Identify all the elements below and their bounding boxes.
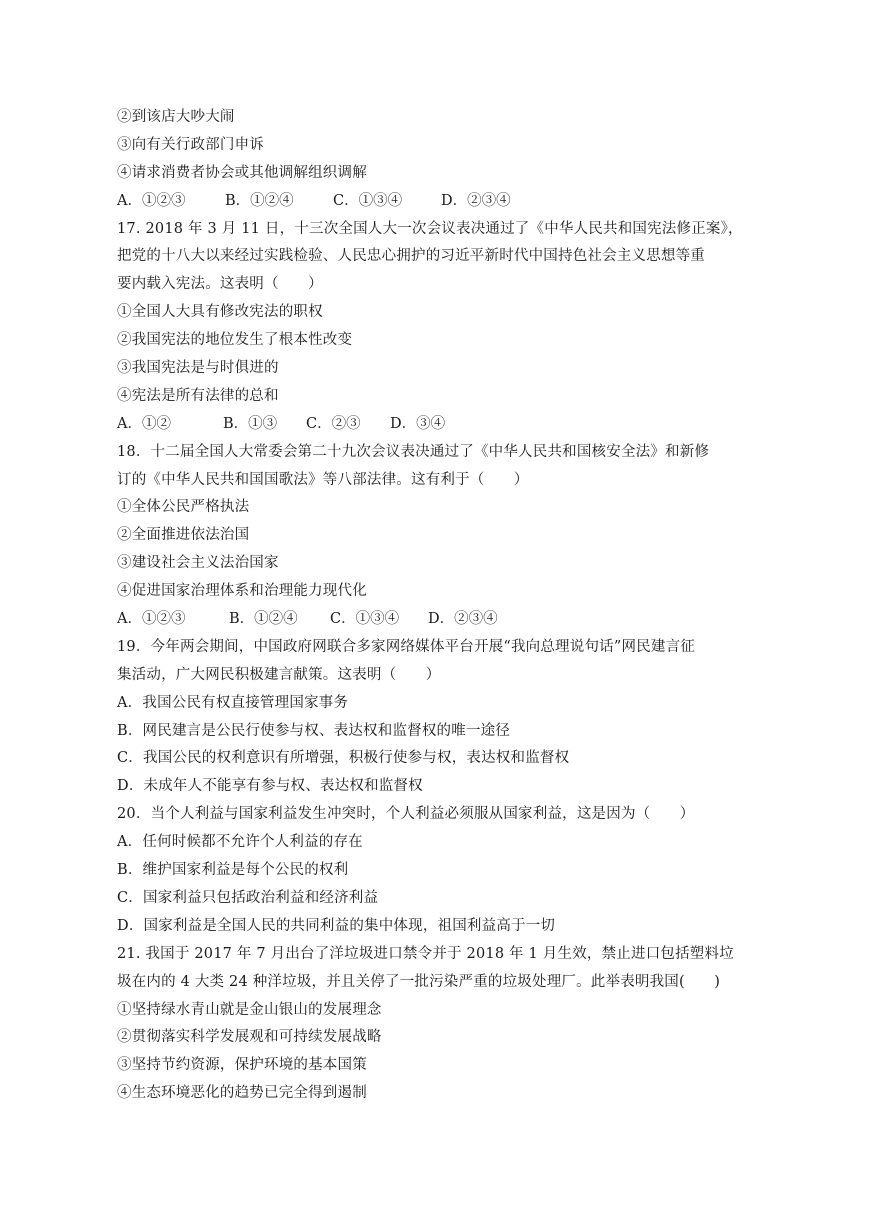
q17-item-3: ③我国宪法是与时俱进的: [117, 360, 279, 377]
q20-stem-line-1: 20．当个人利益与国家利益发生冲突时，个人利益必须服从国家利益，这是因为（ ）: [117, 806, 695, 823]
q16-option-b: B．①②④: [225, 192, 294, 209]
q20-option-d: D．国家利益是全国人民的共同利益的集中体现，祖国利益高于一切: [117, 917, 556, 934]
q17-stem-line-3: 要内载入宪法。这表明（ ）: [117, 276, 323, 293]
q19-stem-line-1: 19．今年两会期间，中国政府网联合多家网络媒体平台开展“我向总理说句话”网民建言征: [117, 638, 695, 655]
q17-item-1: ①全国人大具有修改宪法的职权: [117, 304, 323, 321]
q16-item-2: ②到该店大吵大闹: [117, 109, 235, 125]
q16-item-4: ④请求消费者协会或其他调解组织调解: [117, 164, 367, 181]
q18-item-4: ④促进国家治理体系和治理能力现代化: [117, 583, 367, 600]
q18-item-3: ③建设社会主义法治国家: [117, 555, 279, 572]
q16-option-c: C．①③④: [333, 192, 403, 209]
q18-item-1: ①全体公民严格执法: [117, 499, 250, 516]
q21-stem-line-2: 圾在内的 4 大类 24 种洋垃圾，并且关停了一批污染严重的垃圾处理厂。此举表明我国( ): [117, 973, 721, 990]
q19-option-b: B．网民建言是公民行使参与权、表达权和监督权的唯一途径: [117, 722, 511, 739]
q17-option-d: D．③④: [390, 415, 446, 432]
q20-option-b: B．维护国家利益是每个公民的权利: [117, 862, 349, 879]
q19-stem-line-2: 集活动，广大网民积极建言献策。这表明（ ）: [117, 666, 441, 683]
q18-option-c: C．①③④: [330, 611, 400, 628]
q21-stem-line-1: 21. 我国于 2017 年 7 月出台了洋垃圾进口禁令并于 2018 年 1 月生效，禁止进口包括塑料垃: [117, 945, 734, 962]
q20-option-c: C．国家利益只包括政治利益和经济利益: [117, 889, 379, 906]
q16-item-3: ③向有关行政部门申诉: [117, 136, 264, 153]
q21-item-2: ②贯彻落实科学发展观和可持续发展战略: [117, 1029, 382, 1046]
q17-option-c: C．②③: [306, 415, 361, 432]
q16-options: [117, 188, 747, 216]
q17-stem-line-2: 把党的十八大以来经过实践检验、人民忠心拥护的习近平新时代中国持色社会主义思想等重: [117, 248, 705, 265]
q19-option-a: A．我国公民有权直接管理国家事务: [117, 694, 349, 711]
q17-options: [117, 411, 747, 439]
q21-item-1: ①坚持绿水青山就是金山银山的发展理念: [117, 1001, 382, 1018]
q19-option-d: D．未成年人不能享有参与权、表达权和监督权: [117, 778, 423, 795]
q18-stem-line-2: 订的《中华人民共和国国歌法》等八部法律。这有利于（ ）: [117, 471, 529, 488]
q18-item-2: ②全面推进依法治国: [117, 527, 250, 544]
q16-option-d: D．②③④: [441, 192, 511, 209]
q16-option-a: A．①②③: [117, 192, 186, 209]
q21-item-3: ③坚持节约资源，保护环境的基本国策: [117, 1057, 367, 1074]
q18-option-d: D．②③④: [428, 611, 498, 628]
q18-stem-line-1: 18．十二届全国人大常委会第二十九次会议表决通过了《中华人民共和国核安全法》和新修: [117, 443, 710, 460]
q17-item-2: ②我国宪法的地位发生了根本性改变: [117, 332, 353, 349]
q17-item-4: ④宪法是所有法律的总和: [117, 387, 279, 404]
q18-options: [117, 606, 747, 634]
q18-option-b: B．①②④: [229, 611, 298, 628]
q19-option-c: C．我国公民的权利意识有所增强，积极行使参与权，表达权和监督权: [117, 750, 570, 767]
q18-option-a: A．①②③: [117, 611, 186, 628]
q21-item-4: ④生态环境恶化的趋势已完全得到遏制: [117, 1085, 367, 1102]
q17-option-a: A．①②: [117, 415, 171, 432]
document-page: [117, 104, 747, 1108]
q17-stem-line-1: 17. 2018 年 3 月 11 日，十三次全国人大一次会议表决通过了《中华人民共和国宪法修正案》，: [117, 220, 743, 237]
q17-option-b: B．①③: [223, 415, 278, 432]
q20-option-a: A．任何时候都不允许个人利益的存在: [117, 834, 363, 851]
